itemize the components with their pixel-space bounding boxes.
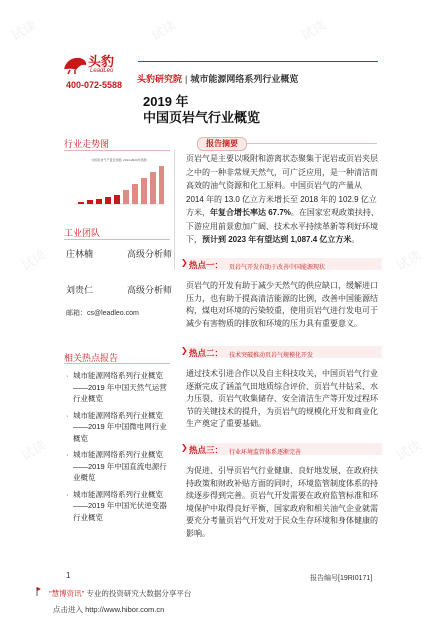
phone-number: 400-072-5588	[66, 80, 123, 90]
org-name: 头豹研究院	[137, 74, 183, 84]
bullet: ·	[66, 371, 69, 380]
thumbnail-caption: 中国页岩气产量及预测, 2014-2023年预测	[91, 158, 147, 162]
watermark: 试读	[18, 438, 50, 465]
team-heading: 工业团队	[64, 228, 101, 238]
analyst-role: 高级分析师	[127, 249, 173, 259]
team-rule	[64, 239, 170, 240]
hotspot-text: 页岩气的开发有助于减少天然气的供应缺口，缓解进口压力，也有助于提高清洁能源的比例，改善中国能源结构，煤电对环境的污染较重，使用页岩气进行发电可于减少有害物质的排放和环境的压力具有重要意义。	[186, 281, 378, 328]
related-report-link[interactable]	[66, 449, 174, 484]
header-separator: |	[185, 74, 188, 84]
related-report-text[interactable]: 城市能源网络系列行业概览——2019 年中国光伏逆变器行业概览	[73, 489, 167, 522]
related-report-link[interactable]	[66, 410, 174, 445]
watermark: 试读	[148, 18, 180, 45]
trend-rule	[64, 150, 170, 151]
hotspot-number: 热点一：	[189, 260, 224, 270]
related-report-link[interactable]	[66, 489, 174, 524]
trend-bars	[70, 162, 168, 208]
leopard-logo-icon	[62, 53, 88, 75]
hotspot-title: 技术突破推动页岩气规模化开发	[229, 353, 314, 359]
ad-brand: "慧博资讯"	[49, 589, 85, 598]
abstract-part: 页岩气是主要以吸附和游离状态聚集于泥岩或页岩夹层之中的一种非常规天然气，可广泛应用，是一种清洁而高效的油气资源和化工原料。中国页岩气的产量从 2014 年的 13.0 亿立方米增长至 2018 年的 102.9 亿立方米，	[186, 154, 378, 217]
footer-ad	[40, 588, 191, 599]
related-rule	[64, 363, 170, 364]
hotspot-title: 页岩气开发有助于改善中国能源现状	[229, 265, 326, 271]
report-title	[143, 94, 260, 126]
ad-text: 专业的投资研究大数据分享平台	[86, 589, 192, 598]
footer-link[interactable]: 点击进入 http://www.hibor.com.cn	[53, 605, 165, 614]
watermark: 试读	[393, 248, 425, 275]
hotspot-text: 通过技术引进合作以及自主科技攻关，中国页岩气行业逐渐完成了涵盖气田地质综合评价、页岩气井钻采、水力压裂、页岩气收集储存、安全清洁生产等开发过程环节的关键技术的提升，为页岩气的规模化开发和商业化生产奠定了重要基础。	[186, 369, 378, 428]
logo-text: 头豹	[88, 54, 115, 69]
hotspot-number: 热点三：	[189, 445, 224, 455]
related-report-text[interactable]: 城市能源网络系列行业概览——2019 年中国微电网行业概览	[73, 410, 167, 443]
hotspot-marker-icon: ❯	[181, 443, 188, 452]
page-number: 1	[66, 571, 71, 580]
abstract-part: 。在国家宏观政策扶持、下游应用前景愈加广阔、技术水平持续革新等利好环境下，	[186, 208, 379, 244]
hotspot-marker-icon: ❯	[181, 258, 188, 267]
series-name: 城市能源网络系列行业概览	[190, 74, 299, 84]
related-report-text[interactable]: 城市能源网络系列行业概览——2019 年中国直流电源行业概览	[73, 450, 167, 482]
related-heading: 相关热点报告	[64, 353, 119, 363]
related-report-link[interactable]	[66, 370, 174, 405]
hotspot-title: 行业环境监管体系逐渐完善	[229, 450, 302, 456]
analyst-name: 刘贵仁	[66, 285, 94, 295]
trend-chart-thumbnail	[70, 158, 168, 210]
abstract-tag: 报告摘要	[197, 137, 247, 151]
watermark: 试读	[8, 18, 40, 45]
related-report-text[interactable]: 城市能源网络系列行业概览——2019 年中国天然气运营行业概览	[73, 371, 167, 403]
abstract-highlight: 年复合增长率达 67.7%	[210, 208, 291, 217]
abstract-text	[186, 152, 379, 247]
abstract-rule	[247, 143, 377, 144]
watermark: 试读	[18, 248, 50, 275]
logo-subtext: LeadLeo	[90, 68, 114, 74]
report-name: 中国页岩气行业概览	[143, 110, 261, 125]
hotspot-text: 为促进、引导页岩气行业健康、良好地发展，在政府扶持政策和财政补贴方面的同时，环境监管制度体系的持续逐步得到完善。页岩气开发需要在政府监管标准和环境保护中取得良好平衡，国家政府和相关油气企业就需要充分考量页岩气开发对于民众生存环境和身体健康的影响。	[186, 466, 378, 538]
trend-heading: 行业走势图	[64, 139, 110, 149]
watermark: 试读	[393, 438, 425, 465]
bullet: ·	[66, 410, 69, 420]
abstract-part: 。	[351, 235, 360, 244]
watermark: 试读	[298, 18, 330, 45]
analyst-name: 庄林楠	[66, 249, 94, 259]
abstract-highlight: 预计到 2023 年有望达到 1,087.4 亿立方米	[202, 235, 352, 244]
hotspot-marker-icon: ❯	[181, 346, 188, 355]
hotspot-number: 热点二：	[189, 348, 224, 358]
bullet: ·	[66, 450, 69, 459]
bullet: ·	[66, 489, 69, 499]
report-series-header	[137, 72, 298, 85]
top-divider	[138, 61, 378, 62]
report-year: 2019 年	[143, 94, 189, 109]
contact-email[interactable]: 邮箱：cs@leadleo.com	[66, 310, 139, 317]
report-code: 报告编号[19RI0171]	[310, 575, 373, 582]
analyst-role: 高级分析师	[127, 285, 173, 295]
related-report-list	[66, 370, 174, 528]
